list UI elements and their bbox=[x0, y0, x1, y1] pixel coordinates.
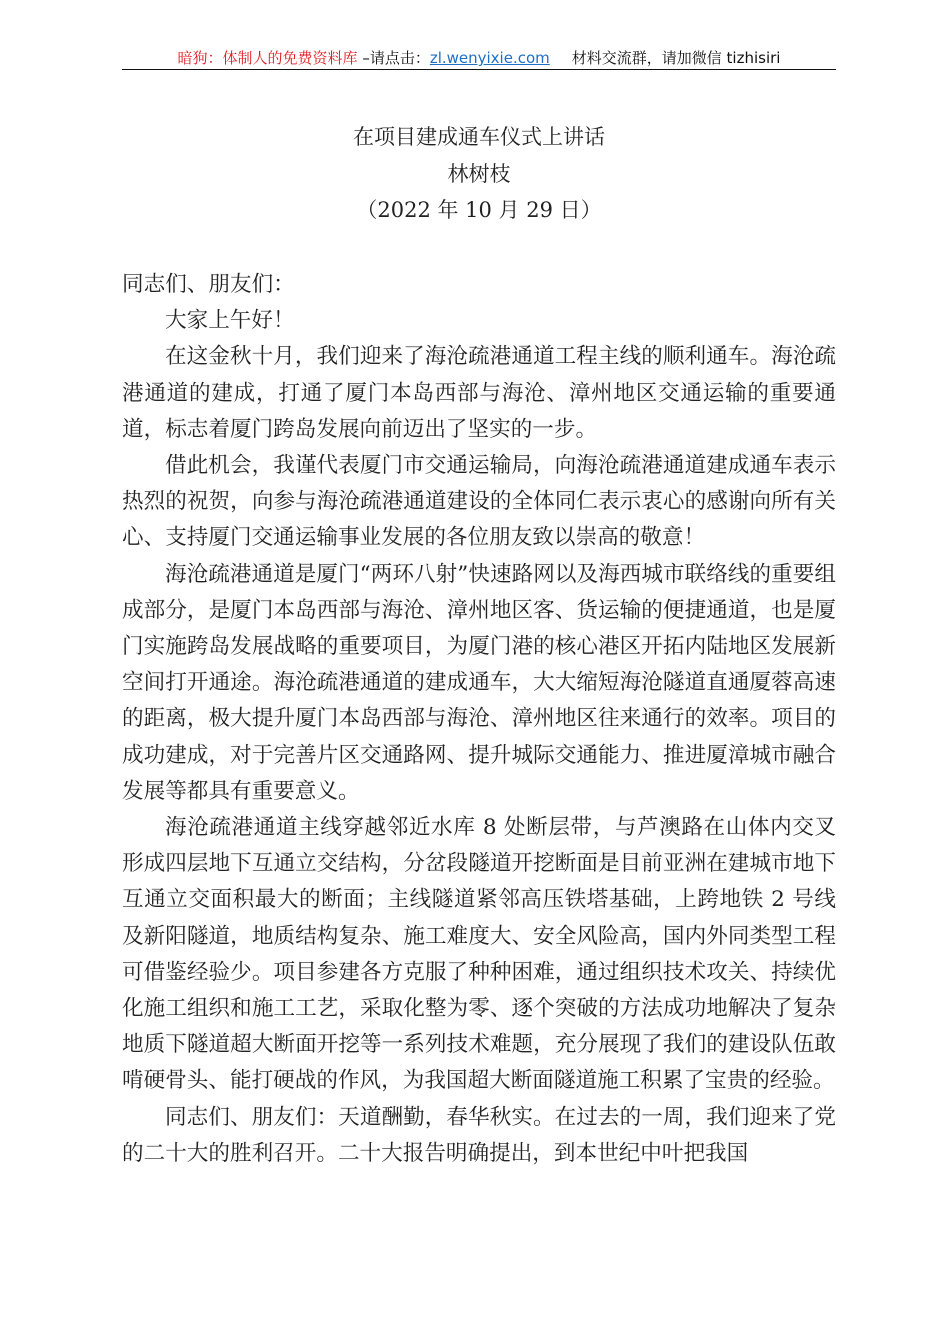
promo-suffix-text: 材料交流群，请加微信 tizhisiri bbox=[571, 49, 781, 67]
promo-link[interactable]: zl.wenyixie.com bbox=[429, 49, 550, 67]
promo-red-text: 暗狗：体制人的免费资料库 bbox=[177, 49, 358, 67]
paragraph: 同志们、朋友们：天道酬勤，春华秋实。在过去的一周，我们迎来了党的二十大的胜利召开。二十大报告明确提出，到本世纪中叶把我国 bbox=[122, 1104, 836, 1166]
document-body bbox=[122, 267, 836, 1172]
paragraph: 借此机会，我谨代表厦门市交通运输局，向海沧疏港通道建成通车表示热烈的祝贺，向参与海沧疏港通道建设的全体同仁表示衷心的感谢向所有关心、支持厦门交通运输事业发展的各位朋友致以崇高的敬意！ bbox=[122, 453, 836, 551]
document-title-block bbox=[122, 119, 836, 229]
header-divider bbox=[122, 69, 836, 70]
paragraph: 海沧疏港通道是厦门“两环八射”快速路网以及海西城市联络线的重要组成部分，是厦门本岛西部与海沧、漳州地区客、货运输的便捷通道，也是厦门实施跨岛发展战略的重要项目，为厦门港的核心港区开拓内陆地区发展新空间打开通途。海沧疏港通道的建成通车，大大缩短海沧隧道直通厦蓉高速的距离，极大提升厦门本岛西部与海沧、漳州地区往来通行的效率。项目的成功建成，对于完善片区交通路网、提升城际交通能力、推进厦漳城市融合发展等都具有重要意义。 bbox=[122, 561, 836, 804]
paragraph-greeting: 大家上午好！ bbox=[165, 308, 295, 334]
salutation: 同志们、朋友们： bbox=[122, 272, 295, 297]
promo-prefix-text: –请点击： bbox=[357, 49, 430, 67]
document-title: 在项目建成通车仪式上讲话 bbox=[353, 125, 605, 149]
document-date: （2022 年 10 月 29 日） bbox=[356, 198, 602, 222]
paragraph: 在这金秋十月，我们迎来了海沧疏港通道工程主线的顺利通车。海沧疏港通道的建成，打通了厦门本岛西部与海沧、漳州地区交通运输的重要通道，标志着厦门跨岛发展向前迈出了坚实的一步。 bbox=[122, 344, 836, 442]
document-author: 林树枝 bbox=[447, 161, 511, 186]
page-header-banner bbox=[122, 47, 836, 69]
paragraph: 海沧疏港通道主线穿越邻近水库 8 处断层带，与芦澳路在山体内交叉形成四层地下互通立交结构，分岔段隧道开挖断面是目前亚洲在建城市地下互通立交面积最大的断面；主线隧道紧邻高压铁塔基础，上跨地铁 2 号线及新阳隧道，地质结构复杂、施工难度大、安全风险高，国内外同类型工程可借鉴经验少。项目参建各方克服了种种困难，通过组织技术攻关、持续优化施工组织和施工工艺，采取化整为零、逐个突破的方法成功地解决了复杂地质下隧道超大断面开挖等一系列技术难题，充分展现了我们的建设队伍敢啃硬骨头、能打硬战的作风，为我国超大断面隧道施工积累了宝贵的经验。 bbox=[122, 815, 836, 1094]
